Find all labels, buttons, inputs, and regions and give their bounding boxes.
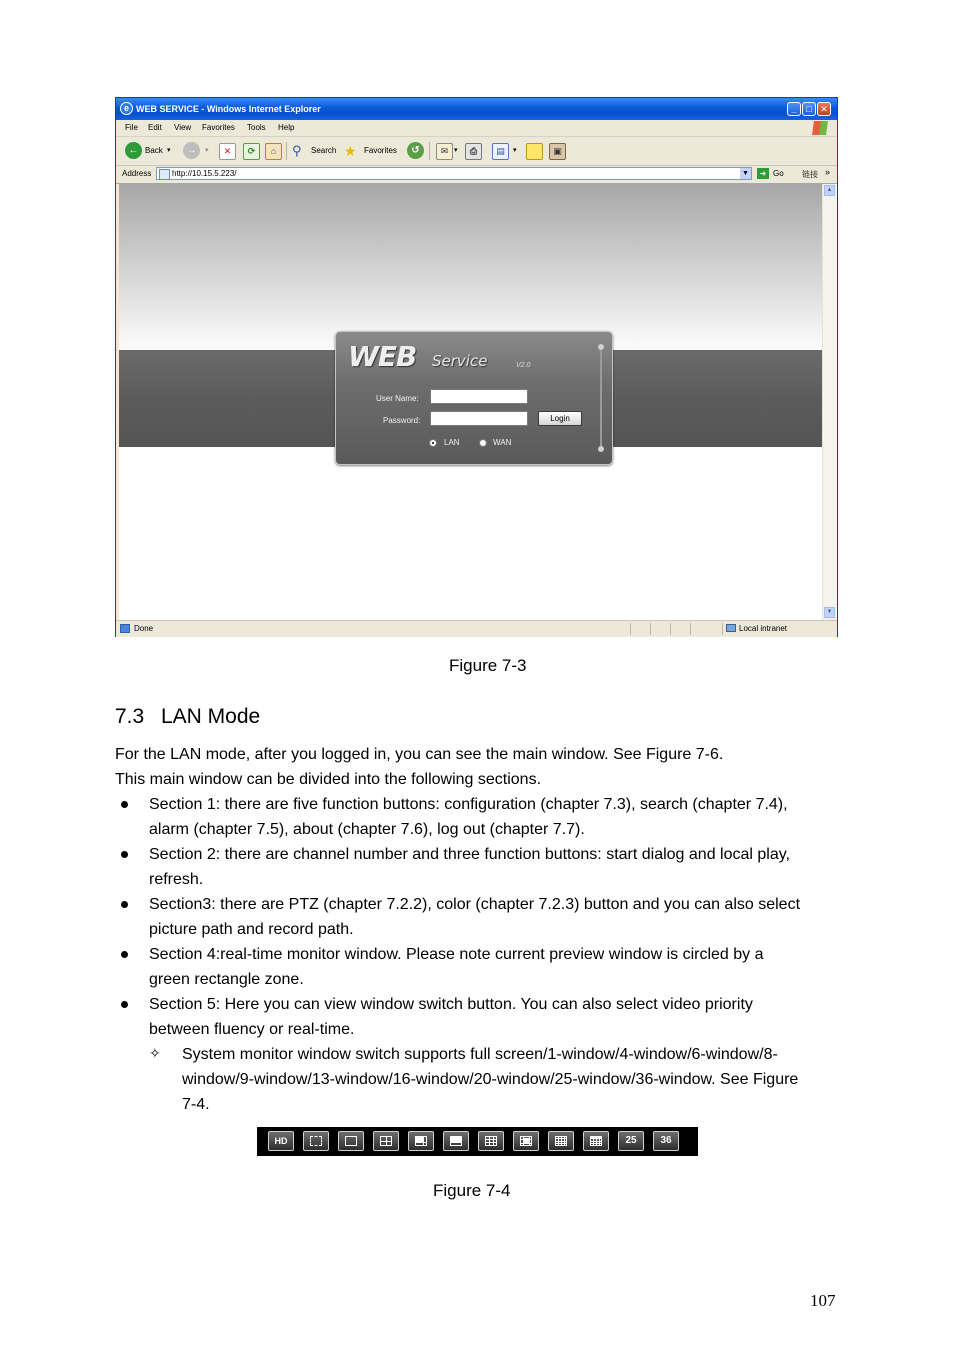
vertical-scrollbar[interactable] — [822, 184, 837, 620]
status-divider — [650, 623, 651, 635]
status-divider — [722, 623, 723, 635]
chevron-right-icon[interactable]: » — [825, 167, 831, 177]
address-bar — [116, 166, 837, 184]
login-panel — [335, 331, 613, 465]
25-window-button[interactable]: 25 — [618, 1131, 644, 1151]
password-label: Password: — [383, 416, 421, 425]
grid-line — [520, 1143, 532, 1144]
grid-line — [380, 1141, 392, 1142]
bullet-5-line-2: between fluency or real-time. — [149, 1021, 355, 1038]
intro-line-2: This main window can be divided into the following sections. — [115, 771, 542, 788]
panel-knob-top — [598, 344, 604, 350]
scroll-up-icon[interactable]: ▲ — [824, 185, 835, 196]
menu-favorites[interactable]: Favorites — [202, 123, 235, 132]
favorites-star-icon[interactable]: ★ — [344, 143, 357, 159]
address-dropdown-icon[interactable]: ▼ — [740, 168, 751, 179]
menu-bar — [116, 120, 837, 137]
bullet-icon — [121, 901, 128, 908]
bullet-5-line-1: Section 5: Here you can view window switch button. You can also select video priority — [149, 996, 753, 1013]
page-number: 107 — [810, 1291, 836, 1310]
lan-radio-label: LAN — [444, 438, 460, 447]
section-number: 7.3 — [115, 705, 145, 728]
toolbar-separator — [429, 142, 430, 160]
grid-line — [485, 1142, 497, 1143]
security-zone: Local intranet — [739, 624, 788, 633]
page-icon — [159, 169, 170, 180]
menu-edit[interactable]: Edit — [148, 123, 162, 132]
username-label: User Name: — [376, 394, 419, 403]
address-input[interactable] — [156, 167, 752, 180]
search-button-label[interactable]: Search — [311, 146, 337, 155]
discuss-icon[interactable] — [526, 143, 543, 160]
panel-rail — [600, 348, 602, 450]
grid-line — [555, 1143, 567, 1144]
minimize-icon[interactable]: _ — [787, 102, 801, 116]
section-title: LAN Mode — [161, 705, 261, 728]
grid-line — [590, 1143, 602, 1144]
ie-logo-icon: e — [120, 102, 133, 115]
16-window-button[interactable] — [548, 1131, 574, 1151]
mail-dropdown-icon[interactable]: ▾ — [454, 147, 458, 154]
bullet-4-line-2: green rectangle zone. — [149, 971, 304, 988]
bullet-icon — [121, 1001, 128, 1008]
menu-tools[interactable]: Tools — [247, 123, 266, 132]
search-icon[interactable]: ⚲ — [292, 143, 302, 158]
grid-line — [450, 1142, 462, 1143]
wan-radio-label: WAN — [493, 438, 512, 447]
home-icon[interactable]: ⌂ — [265, 143, 282, 160]
9-window-icon — [485, 1136, 497, 1146]
stop-icon[interactable]: ✕ — [219, 143, 236, 160]
toolbar — [116, 137, 837, 166]
section-heading — [115, 705, 260, 729]
grid-line — [523, 1136, 524, 1146]
go-arrow-icon[interactable]: ➜ — [757, 168, 769, 179]
links-button[interactable]: 链接 — [802, 170, 818, 179]
13-window-button[interactable] — [513, 1131, 539, 1151]
back-dropdown-icon[interactable]: ▾ — [167, 147, 171, 154]
lan-radio[interactable] — [429, 439, 437, 447]
forward-dropdown-icon[interactable]: ▾ — [205, 147, 209, 154]
bullet-icon — [121, 951, 128, 958]
sub-bullet-line-2: window/9-window/13-window/16-window/20-window/25-window/36-window. See Figure — [182, 1071, 799, 1088]
toolbar-separator — [286, 142, 287, 160]
intro-line-1: For the LAN mode, after you logged in, you can see the main window. See Figure 7-6. — [115, 746, 724, 763]
bullet-4-line-1: Section 4:real-time monitor window. Please note current preview window is circled by a — [149, 946, 764, 963]
window-title: WEB SERVICE - Windows Internet Explorer — [136, 104, 321, 114]
full-screen-button[interactable] — [303, 1131, 329, 1151]
edit-icon[interactable]: ▤ — [492, 143, 509, 160]
status-page-icon — [120, 624, 130, 633]
grid-line — [555, 1138, 567, 1139]
edit-dropdown-icon[interactable]: ▾ — [513, 147, 517, 154]
forward-arrow-icon[interactable]: → — [183, 142, 200, 159]
1-window-icon — [345, 1136, 357, 1146]
figure-7-3-caption: Figure 7-3 — [449, 656, 527, 675]
menu-help[interactable]: Help — [278, 123, 295, 132]
wan-radio[interactable] — [479, 439, 487, 447]
address-url[interactable]: http://10.15.5.223/ — [172, 169, 237, 178]
maximize-icon[interactable]: □ — [802, 102, 816, 116]
bullet-2-line-1: Section 2: there are channel number and three function buttons: start dialog and local play, — [149, 846, 790, 863]
bullet-2-line-2: refresh. — [149, 871, 204, 888]
grid-line — [485, 1139, 497, 1140]
status-bar — [116, 620, 837, 637]
menu-file[interactable]: File — [125, 123, 138, 132]
4-window-button[interactable] — [373, 1131, 399, 1151]
print-icon[interactable]: ⎙ — [465, 143, 482, 160]
windows-logo-icon — [812, 121, 828, 135]
grid-line — [423, 1136, 424, 1146]
go-button[interactable]: Go — [773, 169, 784, 178]
scroll-down-icon[interactable]: ▼ — [824, 607, 835, 618]
grid-line — [520, 1139, 532, 1140]
diamond-bullet-icon: ✧ — [149, 1045, 161, 1061]
bullet-3-line-2: picture path and record path. — [149, 921, 354, 938]
grid-line — [489, 1136, 490, 1146]
sub-bullet-line-1: System monitor window switch supports full screen/1-window/4-window/6-window/8- — [182, 1046, 778, 1063]
refresh-icon[interactable]: ⟳ — [243, 143, 260, 160]
favorites-button-label[interactable]: Favorites — [364, 146, 397, 155]
close-icon[interactable]: ✕ — [817, 102, 831, 116]
8-window-button[interactable] — [443, 1131, 469, 1151]
menu-view[interactable]: View — [174, 123, 192, 132]
grid-line — [415, 1142, 427, 1143]
status-divider — [670, 623, 671, 635]
history-icon[interactable]: ↺ — [407, 142, 424, 159]
status-text: Done — [134, 624, 154, 633]
bullet-icon — [121, 801, 128, 808]
research-icon[interactable]: ▣ — [549, 143, 566, 160]
login-button[interactable]: Login — [538, 411, 582, 426]
status-divider — [630, 623, 631, 635]
status-divider — [690, 623, 691, 635]
username-input[interactable] — [430, 389, 528, 404]
hd-button[interactable]: HD — [268, 1131, 294, 1151]
20-window-button[interactable] — [583, 1131, 609, 1151]
panel-knob-bottom — [598, 446, 604, 452]
brand-web-logo: WEB — [348, 340, 417, 373]
full-screen-icon — [310, 1136, 322, 1146]
1-window-button[interactable] — [338, 1131, 364, 1151]
36-window-button[interactable]: 36 — [653, 1131, 679, 1151]
bullet-3-line-1: Section3: there are PTZ (chapter 7.2.2), color (chapter 7.2.3) button and you can also select — [149, 896, 801, 913]
grid-line — [493, 1136, 494, 1146]
sub-bullet-line-3: 7-4. — [182, 1096, 210, 1113]
window-switch-strip — [257, 1127, 698, 1156]
bullet-1-line-1: Section 1: there are five function buttons: configuration (chapter 7.3), search (chapter 7.4), — [149, 796, 788, 813]
6-window-button[interactable] — [408, 1131, 434, 1151]
ie-title-bar — [116, 98, 837, 120]
mail-icon[interactable]: ✉ — [436, 143, 453, 160]
figure-7-4-caption: Figure 7-4 — [433, 1181, 511, 1200]
back-button-label[interactable]: Back — [145, 146, 163, 155]
bullet-1-line-2: alarm (chapter 7.5), about (chapter 7.6), log out (chapter 7.7). — [149, 821, 585, 838]
brand-version: V2.0 — [516, 362, 531, 369]
grid-line — [555, 1141, 567, 1142]
grid-line — [529, 1136, 530, 1146]
password-input[interactable] — [430, 411, 528, 426]
ie-window-screenshot — [115, 97, 838, 637]
brand-service-logo: Service — [432, 352, 488, 370]
address-label: Address — [122, 169, 152, 178]
bullet-icon — [121, 851, 128, 858]
intranet-zone-icon — [726, 624, 736, 632]
9-window-button[interactable] — [478, 1131, 504, 1151]
back-arrow-icon[interactable]: ← — [125, 142, 142, 159]
grid-line — [590, 1141, 602, 1142]
